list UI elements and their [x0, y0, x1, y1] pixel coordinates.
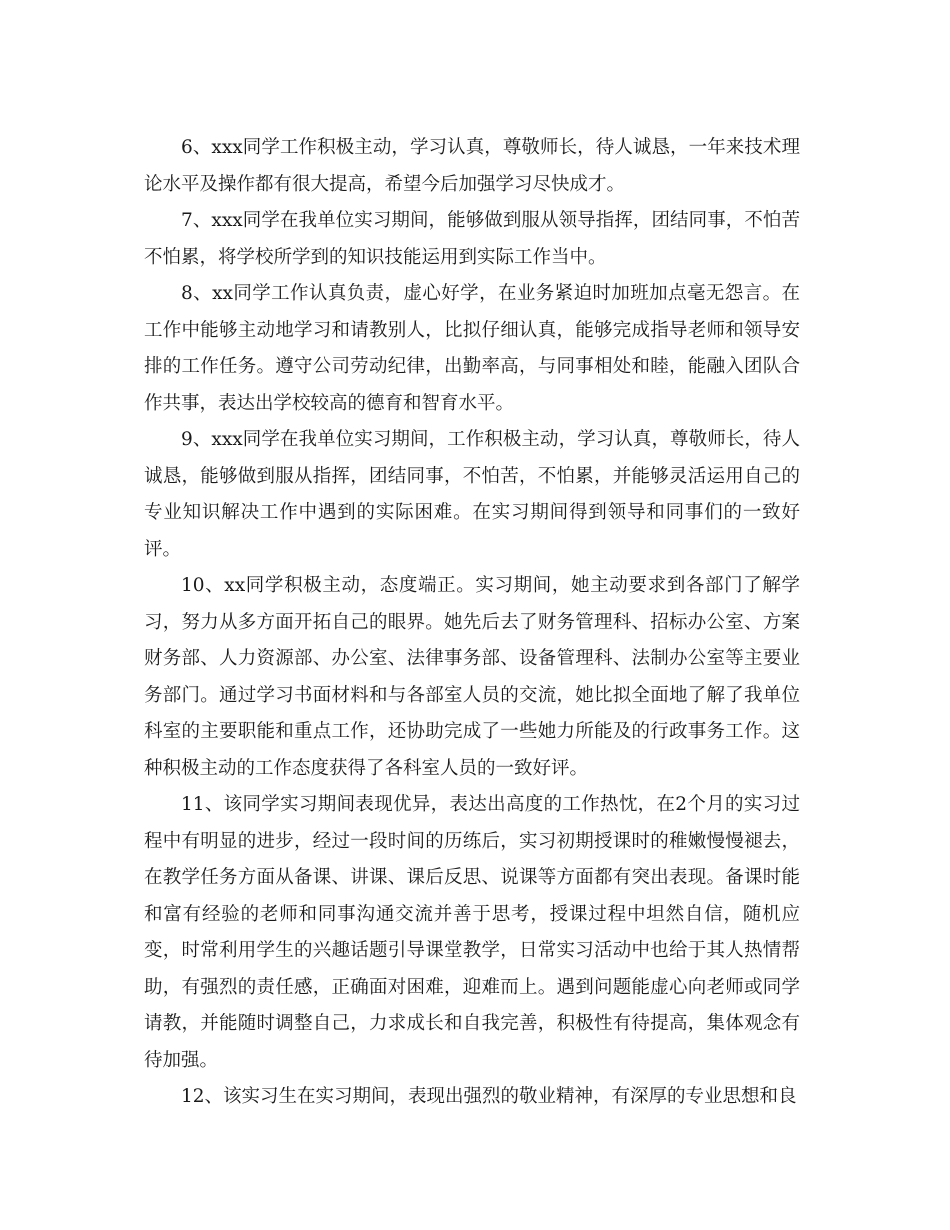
paragraph-12: 12、该实习生在实习期间，表现出强烈的敬业精神，有深厚的专业思想和良: [181, 1086, 797, 1107]
paragraph-10: 10、xx同学积极主动，态度端正。实习期间，她主动要求到各部门了解学习，努力从多方面开拓自己的眼界。她先后去了财务管理科、招标办公室、方案财务部、人力资源部、办公室、法律事务部、设备管理科、法制办公室等主要业务部门。通过学习书面材料和与各部室人员的交流，她比拟全面地了解了我单位科室的主要职能和重点工作，还协助完成了一些她力所能及的行政事务工作。这种积极主动的工作态度获得了各科室人员的一致好评。: [144, 575, 800, 779]
paragraph-9: 9、xxx同学在我单位实习期间，工作积极主动，学习认真，尊敬师长，待人诚恳，能够做到服从指挥，团结同事，不怕苦，不怕累，并能够灵活运用自己的专业知识解决工作中遇到的实际困难。在实习期间得到领导和同事们的一致好评。: [144, 429, 800, 560]
paragraph-11: 11、该同学实习期间表现优异，表达出高度的工作热忱，在2个月的实习过程中有明显的进步，经过一段时间的历练后，实习初期授课时的稚嫩慢慢褪去，在教学任务方面从备课、讲课、课后反思、说课等方面都有突出表现。备课时能和富有经验的老师和同事沟通交流并善于思考，授课过程中坦然自信，随机应变，时常利用学生的兴趣话题引导课堂教学，日常实习活动中也给于其人热情帮助，有强烈的责任感，正确面对困难，迎难而上。遇到问题能虚心向老师或同学请教，并能随时调整自己，力求成长和自我完善，积极性有待提高，集体观念有待加强。: [144, 794, 800, 1071]
paragraph-8: 8、xx同学工作认真负责，虚心好学，在业务紧迫时加班加点毫无怨言。在工作中能够主动地学习和请教别人，比拟仔细认真，能够完成指导老师和领导安排的工作任务。遵守公司劳动纪律，出勤率高，与同事相处和睦，能融入团队合作共事，表达出学校较高的德育和智育水平。: [144, 283, 800, 414]
document-body: [144, 130, 800, 1116]
paragraph-6: 6、xxx同学工作积极主动，学习认真，尊敬师长，待人诚恳，一年来技术理论水平及操作都有很大提高，希望今后加强学习尽快成才。: [144, 137, 800, 195]
paragraph-7: 7、xxx同学在我单位实习期间，能够做到服从领导指挥，团结同事，不怕苦不怕累，将学校所学到的知识技能运用到实际工作当中。: [144, 210, 800, 268]
